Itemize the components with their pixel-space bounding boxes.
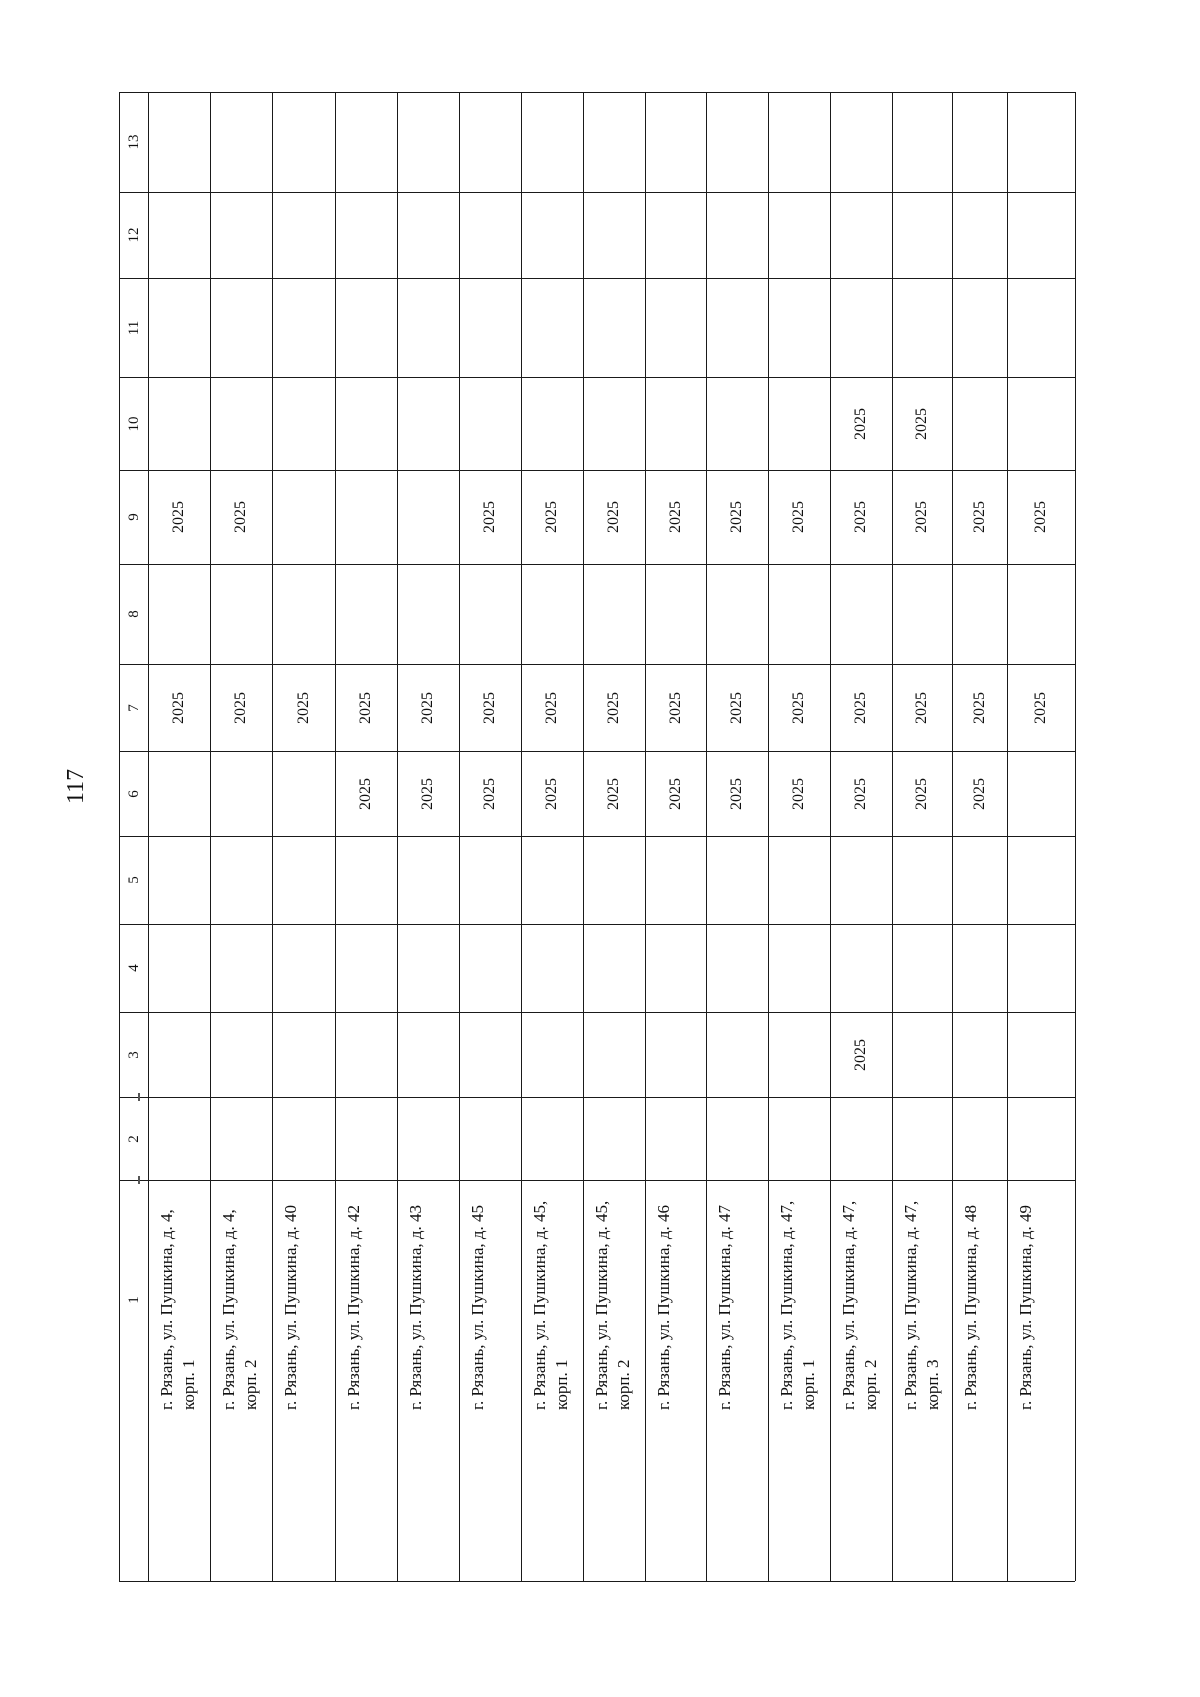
address-cell <box>900 1201 944 1410</box>
address-line: г. Рязань, ул. Пушкина, д. 47, <box>777 1200 796 1410</box>
column-header: 7 <box>125 703 142 712</box>
year-cell: 2025 <box>852 407 869 440</box>
address-line: г. Рязань, ул. Пушкина, д. 49 <box>1016 1204 1035 1410</box>
year-cell: 2025 <box>728 777 745 810</box>
column-border <box>119 470 1075 471</box>
column-border <box>119 1012 1075 1013</box>
year-cell: 2025 <box>170 501 187 533</box>
year-cell: 2025 <box>970 501 988 533</box>
address-line: г. Рязань, ул. Пушкина, д. 45, <box>592 1200 611 1410</box>
year-cell: 2025 <box>232 691 249 724</box>
column-header: 5 <box>125 876 142 884</box>
column-header: 13 <box>125 134 142 150</box>
column-header: 6 <box>125 789 142 798</box>
column-header: 11 <box>125 320 142 335</box>
year-cell: 2025 <box>852 501 869 533</box>
address-line: г. Рязань, ул. Пушкина, д. 46 <box>654 1204 673 1410</box>
address-line: г. Рязань, ул. Пушкина, д. 47 <box>715 1204 734 1410</box>
address-line: корп. 1 <box>179 1359 198 1410</box>
year-cell: 2025 <box>970 777 988 810</box>
column-border <box>119 278 1075 279</box>
address-cell <box>467 1205 489 1410</box>
column-header: 8 <box>125 610 142 618</box>
year-cell: 2025 <box>605 777 622 810</box>
address-cell <box>1015 1205 1037 1410</box>
year-cell: 2025 <box>790 777 807 810</box>
year-cell: 2025 <box>728 501 745 533</box>
address-line: корп. 1 <box>799 1359 818 1410</box>
address-cell <box>591 1201 635 1410</box>
year-cell: 2025 <box>913 407 930 440</box>
column-header: 1 <box>125 1296 142 1304</box>
year-cell: 2025 <box>666 501 684 533</box>
column-header: 10 <box>125 416 142 431</box>
column-header: 2 <box>125 1134 142 1143</box>
column-border <box>119 751 1075 752</box>
year-cell: 2025 <box>970 691 988 724</box>
year-cell: 2025 <box>481 777 498 810</box>
year-cell: 2025 <box>481 501 498 533</box>
address-cell <box>156 1209 200 1410</box>
column-border <box>119 836 1075 837</box>
column-border <box>119 192 1075 193</box>
year-cell: 2025 <box>294 691 312 724</box>
year-cell: 2025 <box>1032 501 1049 533</box>
address-line: г. Рязань, ул. Пушкина, д. 42 <box>344 1204 363 1410</box>
column-header: 3 <box>125 1050 142 1059</box>
header-tick <box>138 1093 140 1101</box>
year-cell: 2025 <box>543 777 560 810</box>
address-cell <box>405 1205 427 1410</box>
year-cell: 2025 <box>852 777 869 810</box>
address-line: г. Рязань, ул. Пушкина, д. 4, <box>219 1209 238 1410</box>
year-cell: 2025 <box>852 691 869 724</box>
year-cell: 2025 <box>913 777 930 810</box>
address-line: г. Рязань, ул. Пушкина, д. 45, <box>530 1200 549 1410</box>
address-line: г. Рязань, ул. Пушкина, д. 47, <box>901 1200 920 1410</box>
row-border <box>1075 92 1076 1581</box>
year-cell: 2025 <box>170 691 187 724</box>
column-border <box>119 664 1075 665</box>
address-line: г. Рязань, ул. Пушкина, д. 47, <box>839 1200 858 1410</box>
year-cell: 2025 <box>357 777 374 810</box>
address-line: корп. 3 <box>923 1359 942 1410</box>
address-line: корп. 2 <box>241 1359 260 1410</box>
address-cell <box>280 1205 302 1410</box>
year-cell: 2025 <box>790 691 807 724</box>
address-cell <box>960 1205 982 1410</box>
column-border <box>119 564 1075 565</box>
address-line: г. Рязань, ул. Пушкина, д. 43 <box>406 1204 425 1410</box>
column-border <box>119 377 1075 378</box>
page-number: 117 <box>63 768 89 804</box>
address-cell <box>529 1201 573 1410</box>
year-cell: 2025 <box>728 691 745 724</box>
year-cell: 2025 <box>481 691 498 724</box>
column-border <box>119 92 1075 93</box>
address-cell <box>218 1209 262 1410</box>
address-cell <box>776 1201 820 1410</box>
address-line: г. Рязань, ул. Пушкина, д. 40 <box>281 1204 300 1410</box>
column-border <box>119 924 1075 925</box>
column-header: 12 <box>125 227 142 243</box>
address-cell <box>838 1201 882 1410</box>
year-cell: 2025 <box>605 501 622 533</box>
year-cell: 2025 <box>852 1038 869 1071</box>
year-cell: 2025 <box>913 501 930 533</box>
year-cell: 2025 <box>419 777 436 810</box>
year-cell: 2025 <box>666 691 684 724</box>
year-cell: 2025 <box>357 691 374 724</box>
address-line: корп. 1 <box>552 1359 571 1410</box>
year-cell: 2025 <box>543 501 560 533</box>
address-line: г. Рязань, ул. Пушкина, д. 4, <box>157 1209 176 1410</box>
year-cell: 2025 <box>419 691 436 724</box>
year-cell: 2025 <box>543 691 560 724</box>
address-cell <box>653 1205 675 1410</box>
address-line: г. Рязань, ул. Пушкина, д. 48 <box>961 1204 980 1410</box>
address-cell <box>343 1205 365 1410</box>
year-cell: 2025 <box>605 691 622 724</box>
year-cell: 2025 <box>790 501 807 533</box>
address-line: г. Рязань, ул. Пушкина, д. 45 <box>468 1204 487 1410</box>
address-cell <box>714 1205 736 1410</box>
header-tick <box>138 1176 140 1184</box>
year-cell: 2025 <box>1032 691 1049 724</box>
year-cell: 2025 <box>232 501 249 533</box>
year-cell: 2025 <box>666 777 684 810</box>
year-cell: 2025 <box>913 691 930 724</box>
column-header: 4 <box>125 964 142 972</box>
column-border <box>119 1581 1075 1582</box>
column-border <box>119 1097 1075 1098</box>
column-border <box>119 1180 1075 1181</box>
address-line: корп. 2 <box>861 1359 880 1410</box>
address-line: корп. 2 <box>614 1359 633 1410</box>
column-header: 9 <box>125 513 142 521</box>
